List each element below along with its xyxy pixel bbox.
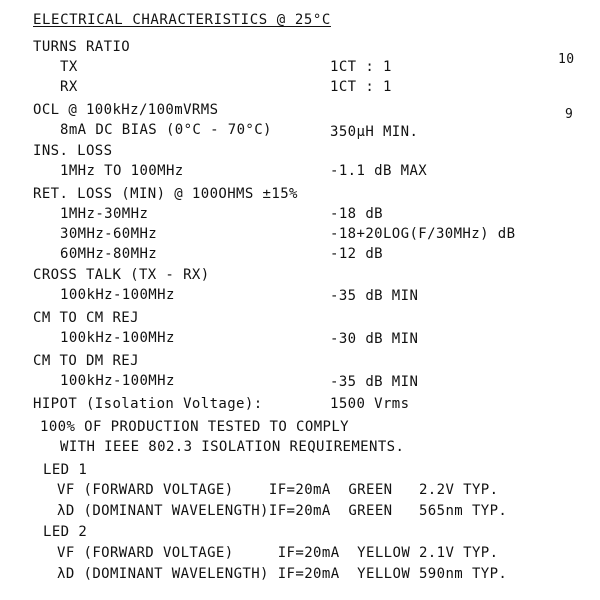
- row-value: -1.1 dB MAX: [330, 163, 428, 179]
- section-heading: TURNS RATIO: [33, 39, 131, 55]
- section-heading: INS. LOSS: [33, 143, 113, 159]
- row-value: -12 dB: [330, 246, 383, 262]
- section-heading: RET. LOSS (MIN) @ 100OHMS ±15%: [33, 186, 298, 202]
- row-value: -35 dB MIN: [330, 288, 419, 304]
- section-heading: CROSS TALK (TX - RX): [33, 267, 210, 283]
- row-label: 100kHz-100MHz: [60, 330, 175, 346]
- led-line: VF (FORWARD VOLTAGE) IF=20mA YELLOW 2.1V TYP.: [57, 545, 499, 561]
- row-value: -35 dB MIN: [330, 374, 419, 390]
- row-value: 1CT : 1: [330, 59, 392, 75]
- pin-note: 9: [565, 107, 574, 122]
- row-value: 1500 Vrms: [330, 396, 410, 412]
- row-label: RX: [60, 79, 78, 95]
- section-heading: CM TO CM REJ: [33, 310, 139, 326]
- row-label: 8mA DC BIAS (0°C - 70°C): [60, 122, 272, 138]
- note-line: WITH IEEE 802.3 ISOLATION REQUIREMENTS.: [60, 439, 405, 455]
- row-value: -30 dB MIN: [330, 331, 419, 347]
- row-label: 1MHz TO 100MHz: [60, 163, 184, 179]
- led-line: λD (DOMINANT WAVELENGTH) IF=20mA YELLOW 590nm TYP.: [57, 566, 508, 582]
- note-line: 100% OF PRODUCTION TESTED TO COMPLY: [40, 419, 350, 435]
- section-heading: CM TO DM REJ: [33, 353, 139, 369]
- row-label: 100kHz-100MHz: [60, 373, 175, 389]
- row-label: 30MHz-60MHz: [60, 226, 158, 242]
- row-value: 350μH MIN.: [330, 124, 419, 140]
- row-value: -18+20LOG(F/30MHz) dB: [330, 226, 516, 242]
- section-heading: HIPOT (Isolation Voltage):: [33, 396, 263, 412]
- row-label: TX: [60, 59, 78, 75]
- row-label: 60MHz-80MHz: [60, 246, 158, 262]
- row-label: 1MHz-30MHz: [60, 206, 149, 222]
- page-title: ELECTRICAL CHARACTERISTICS @ 25°C: [33, 12, 331, 28]
- section-heading: OCL @ 100kHz/100mVRMS: [33, 102, 219, 118]
- pin-note: 10: [558, 52, 575, 67]
- led-line: VF (FORWARD VOLTAGE) IF=20mA GREEN 2.2V TYP.: [57, 482, 499, 498]
- led-line: λD (DOMINANT WAVELENGTH)IF=20mA GREEN 565nm TYP.: [57, 503, 508, 519]
- row-value: 1CT : 1: [330, 79, 392, 95]
- row-label: 100kHz-100MHz: [60, 287, 175, 303]
- section-heading: LED 2: [43, 524, 88, 540]
- row-value: -18 dB: [330, 206, 383, 222]
- section-heading: LED 1: [43, 462, 88, 478]
